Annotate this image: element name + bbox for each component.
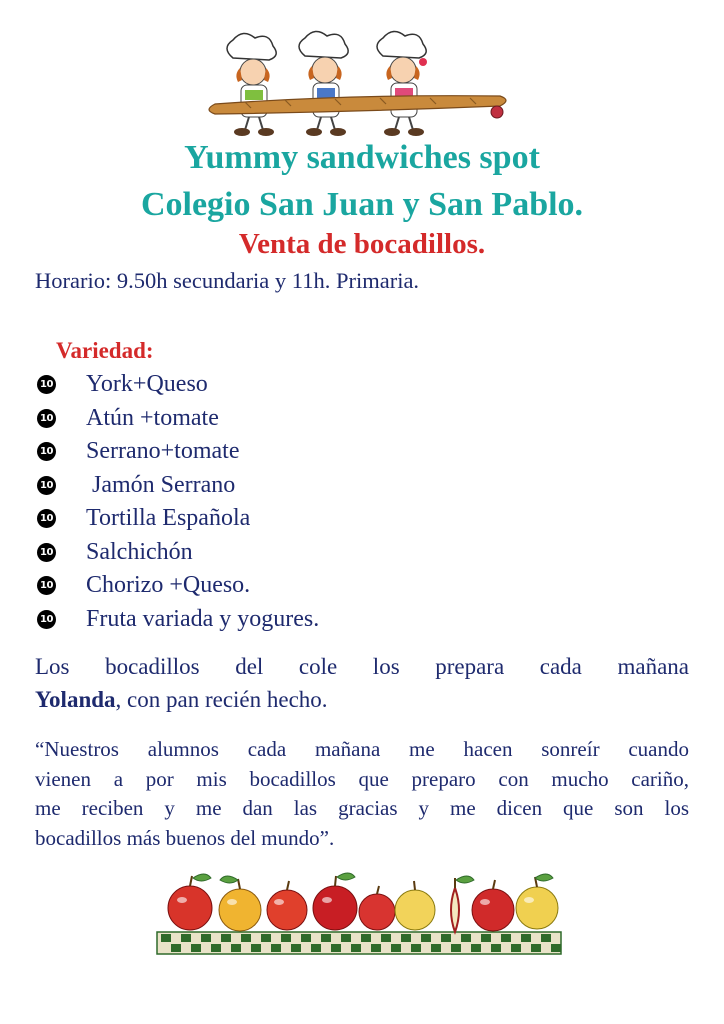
list-item-label: Fruta variada y yogures. [86,605,320,632]
list-item-label: Atún +tomate [86,404,219,431]
variety-list [35,368,319,636]
circled-ten-bullet-icon: 10 [37,610,56,629]
list-item-label: Salchichón [86,538,193,565]
chefs-carrying-baguette-icon [205,28,515,140]
list-item [35,536,319,570]
list-item-label: Jamón Serrano [86,471,236,498]
title-line-2: Colegio San Juan y San Pablo. [140,186,584,223]
circled-ten-bullet-icon: 10 [37,476,56,495]
circled-ten-bullet-icon: 10 [37,509,56,528]
quote-line-3: me reciben y me dan las gracias y me dicen que son los [35,796,689,820]
list-item [35,435,319,469]
circled-ten-bullet-icon: 10 [37,442,56,461]
circled-ten-bullet-icon: 10 [37,409,56,428]
list-item-label: York+Queso [86,371,208,398]
quote-line-4: bocadillos más buenos del mundo”. [35,825,335,850]
circled-ten-bullet-icon: 10 [37,543,56,562]
preparer-line-1: Los bocadillos del cole los prepara cada mañana [35,654,689,679]
row-of-apples-icon [155,858,565,958]
quote-paragraph [35,735,689,853]
circled-ten-bullet-icon: 10 [37,375,56,394]
list-item [35,502,319,536]
list-item [35,469,319,503]
preparer-paragraph [35,650,689,716]
preparer-rest: , con pan recién hecho. [115,687,328,712]
list-item-label: Chorizo +Queso. [86,572,251,599]
variety-heading: Variedad: [56,338,154,363]
preparer-line-2 [35,683,689,716]
quote-line-2: vienen a por mis bocadillos que preparo con mucho cariño, [35,766,689,791]
preparer-name: Yolanda [35,687,116,712]
list-item-label: Serrano+tomate [86,438,240,465]
list-item [35,603,319,637]
circled-ten-bullet-icon: 10 [37,576,56,595]
title-line-1: Yummy sandwiches spot [184,139,540,176]
list-item-label: Tortilla Española [86,505,251,532]
schedule-text: Horario: 9.50h secundaria y 11h. Primaria. [35,268,420,293]
list-item [35,368,319,402]
quote-line-1: “Nuestros alumnos cada mañana me hacen sonreír cuando [35,737,689,761]
list-item [35,569,319,603]
subtitle: Venta de bocadillos. [238,228,486,260]
list-item [35,402,319,436]
